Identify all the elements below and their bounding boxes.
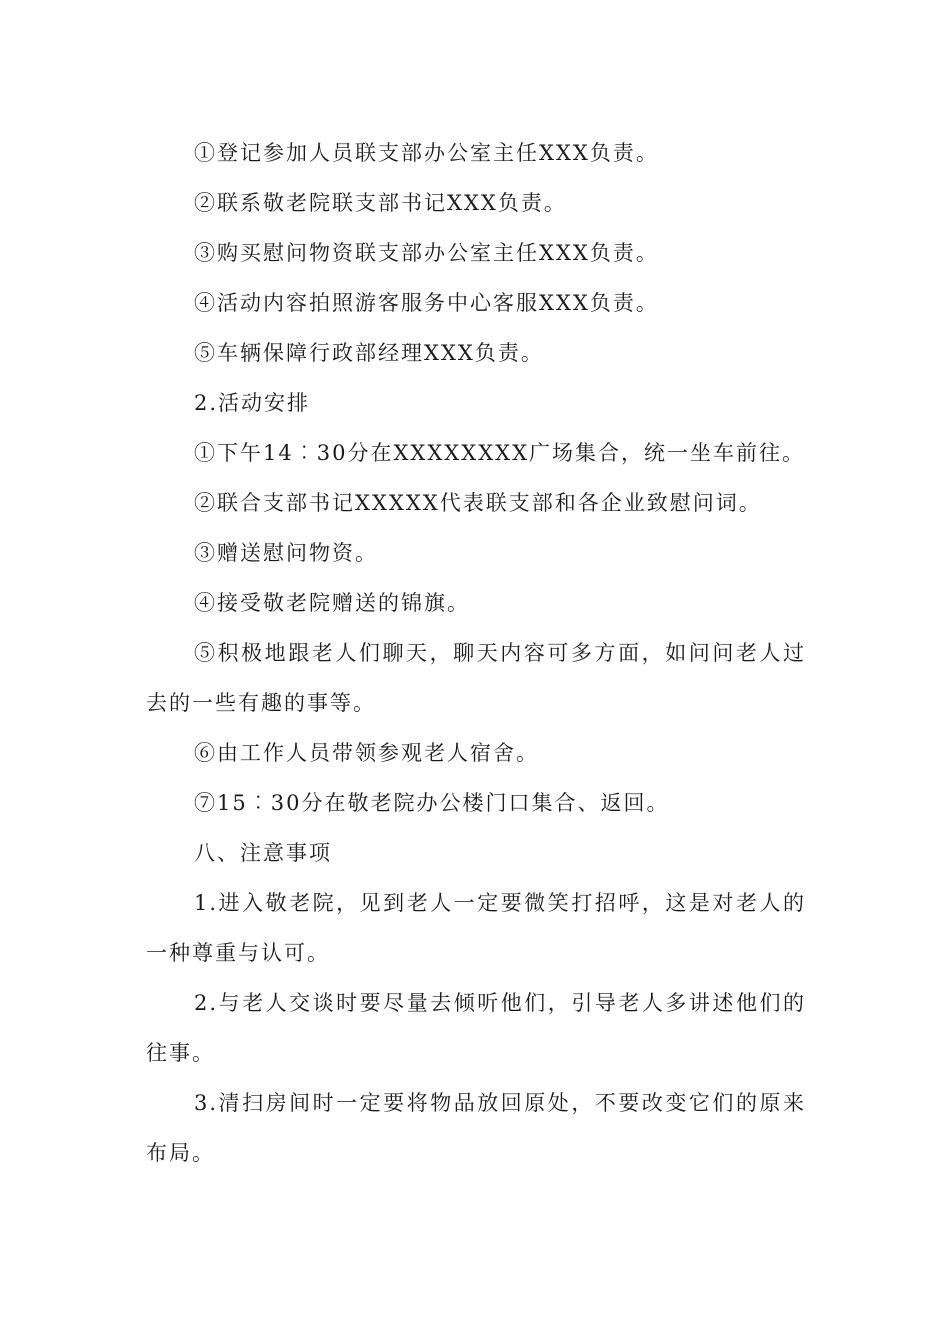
paragraph-schedule-visit: ⑥由工作人员带领参观老人宿舍。 — [194, 741, 539, 765]
paragraph-note-listening: 2.与老人交谈时要尽量去倾听他们，引导老人多讲述他们的往事。 — [146, 991, 806, 1065]
paragraph-task-vehicle: ⑤车辆保障行政部经理XXX负责。 — [194, 341, 544, 365]
paragraph-schedule-gifts: ③赠送慰问物资。 — [194, 541, 378, 565]
document-body — [146, 128, 806, 1178]
paragraph-task-purchase: ③购买慰问物资联支部办公室主任XXX负责。 — [194, 241, 659, 265]
section-heading-notes: 八、注意事项 — [194, 841, 332, 865]
paragraph-task-photo: ④活动内容拍照游客服务中心客服XXX负责。 — [194, 291, 659, 315]
paragraph-schedule-gather: ①下午14︰30分在XXXXXXXX广场集合，统一坐车前往。 — [194, 441, 806, 465]
paragraph-schedule-return: ⑦15︰30分在敬老院办公楼门口集合、返回。 — [194, 791, 670, 815]
paragraph-task-contact: ②联系敬老院联支部书记XXX负责。 — [194, 191, 567, 215]
section-heading-schedule: 2.活动安排 — [194, 391, 311, 415]
paragraph-schedule-banner: ④接受敬老院赠送的锦旗。 — [194, 591, 470, 615]
paragraph-schedule-chat: ⑤积极地跟老人们聊天，聊天内容可多方面，如问问老人过去的一些有趣的事等。 — [146, 641, 806, 715]
paragraph-note-cleaning: 3.清扫房间时一定要将物品放回原处，不要改变它们的原来布局。 — [146, 1091, 806, 1165]
paragraph-schedule-speech: ②联合支部书记XXXXX代表联支部和各企业致慰问词。 — [194, 491, 762, 515]
paragraph-task-registration: ①登记参加人员联支部办公室主任XXX负责。 — [194, 141, 659, 165]
paragraph-note-greeting: 1.进入敬老院，见到老人一定要微笑打招呼，这是对老人的一种尊重与认可。 — [146, 891, 806, 965]
